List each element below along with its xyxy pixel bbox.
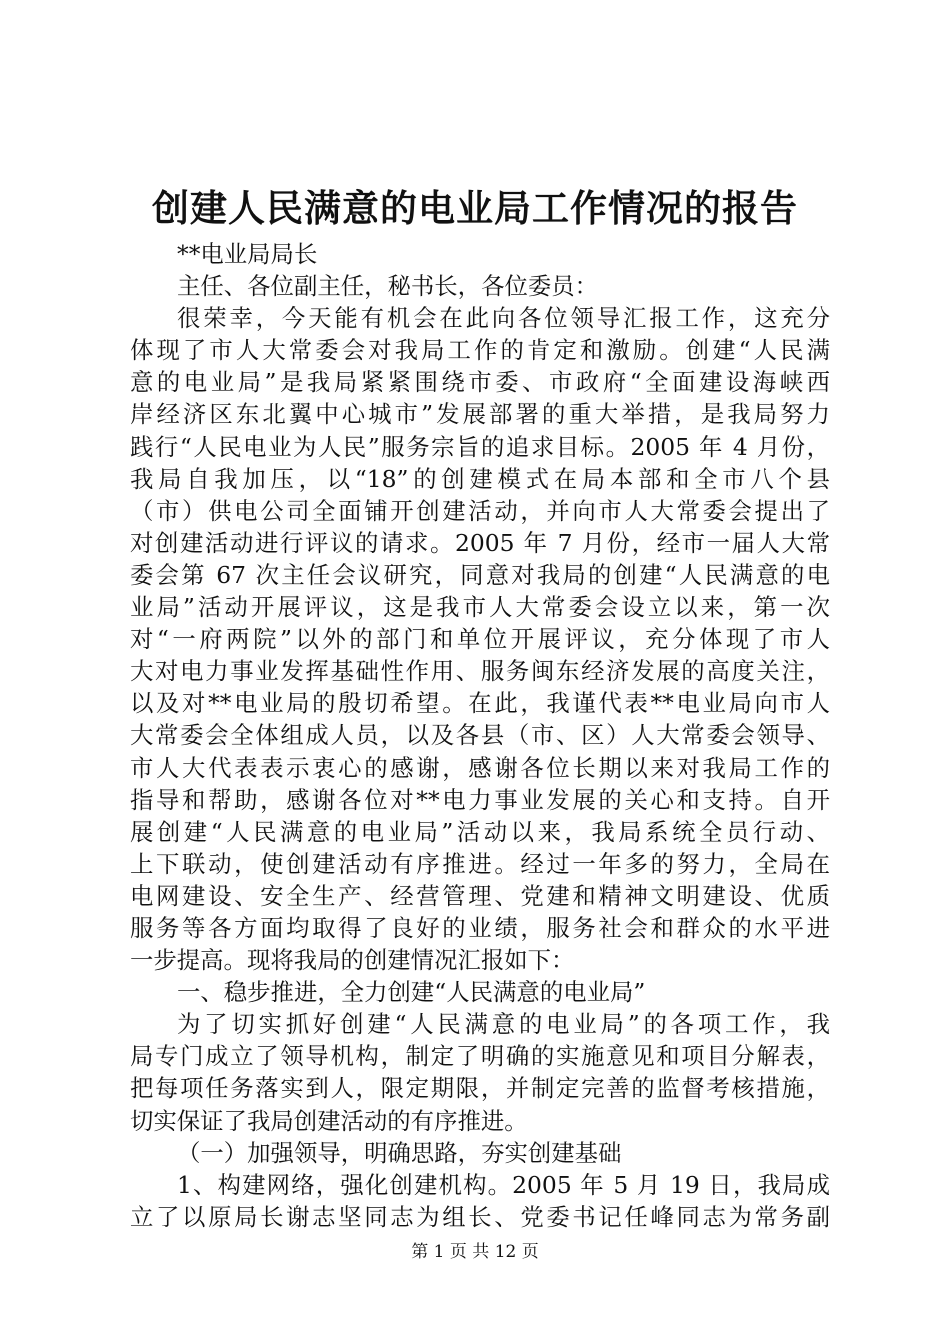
body-line: 市人大代表表示衷心的感谢，感谢各位长期以来对我局工作的 bbox=[130, 753, 830, 782]
body-line: 立了以原局长谢志坚同志为组长、党委书记任峰同志为常务副 bbox=[130, 1202, 830, 1231]
body-line: 岸经济区东北翼中心城市”发展部署的重大举措，是我局努力 bbox=[130, 400, 830, 429]
author-line: **电业局局长 bbox=[177, 240, 318, 268]
body-line: 践行“人民电业为人民”服务宗旨的追求目标。2005 年 4 月份， bbox=[130, 432, 830, 461]
body-line: 服务等各方面均取得了良好的业绩，服务社会和群众的水平进 bbox=[130, 913, 830, 942]
body-line: 很荣幸，今天能有机会在此向各位领导汇报工作，这充分 bbox=[177, 304, 830, 333]
salutation-line: 主任、各位副主任，秘书长，各位委员： bbox=[177, 272, 599, 301]
body-line: 体现了市人大常委会对我局工作的肯定和激励。创建“人民满 bbox=[130, 336, 830, 365]
subsection-heading: （一）加强领导，明确思路，夯实创建基础 bbox=[177, 1138, 622, 1167]
body-line: 大常委会全体组成人员，以及各县（市、区）人大常委会领导、 bbox=[130, 721, 830, 750]
body-line: 把每项任务落实到人，限定期限，并制定完善的监督考核措施， bbox=[130, 1074, 830, 1103]
body-line: 一步提高。现将我局的创建情况汇报如下： bbox=[130, 946, 575, 975]
body-line: 委会第 67 次主任会议研究，同意对我局的创建“人民满意的电 bbox=[130, 560, 830, 589]
body-line: 为了切实抓好创建“人民满意的电业局”的各项工作，我 bbox=[177, 1010, 830, 1039]
section-heading: 一、稳步推进，全力创建“人民满意的电业局” bbox=[177, 978, 646, 1007]
body-line: 切实保证了我局创建活动的有序推进。 bbox=[130, 1106, 528, 1135]
body-line: 意的电业局”是我局紧紧围绕市委、市政府“全面建设海峡西 bbox=[130, 368, 830, 397]
body-line: 以及对**电业局的殷切希望。在此，我谨代表**电业局向市人 bbox=[130, 689, 830, 718]
body-line: 局专门成立了领导机构，制定了明确的实施意见和项目分解表， bbox=[130, 1042, 830, 1071]
page-number-footer: 第 1 页 共 12 页 bbox=[411, 1242, 539, 1262]
body-line: 对“一府两院”以外的部门和单位开展评议，充分体现了市人 bbox=[130, 625, 830, 654]
body-line: 电网建设、安全生产、经营管理、党建和精神文明建设、优质 bbox=[130, 881, 830, 910]
body-line: 大对电力事业发挥基础性作用、服务闽东经济发展的高度关注， bbox=[130, 657, 830, 686]
body-line: 1、构建网络，强化创建机构。2005 年 5 月 19 日，我局成 bbox=[177, 1170, 830, 1199]
body-line: 对创建活动进行评议的请求。2005 年 7 月份，经市一届人大常 bbox=[130, 528, 830, 557]
document-body bbox=[130, 238, 830, 1233]
body-line: 我局自我加压，以“18”的创建模式在局本部和全市八个县 bbox=[130, 464, 830, 493]
document-title: 创建人民满意的电业局工作情况的报告 bbox=[152, 186, 798, 230]
body-line: 上下联动，使创建活动有序推进。经过一年多的努力，全局在 bbox=[130, 849, 830, 878]
body-line: 展创建“人民满意的电业局”活动以来，我局系统全员行动、 bbox=[130, 817, 830, 846]
body-line: 指导和帮助，感谢各位对**电力事业发展的关心和支持。自开 bbox=[130, 785, 830, 814]
body-line: （市）供电公司全面铺开创建活动，并向市人大常委会提出了 bbox=[130, 496, 830, 525]
body-line: 业局”活动开展评议，这是我市人大常委会设立以来，第一次 bbox=[130, 593, 830, 622]
